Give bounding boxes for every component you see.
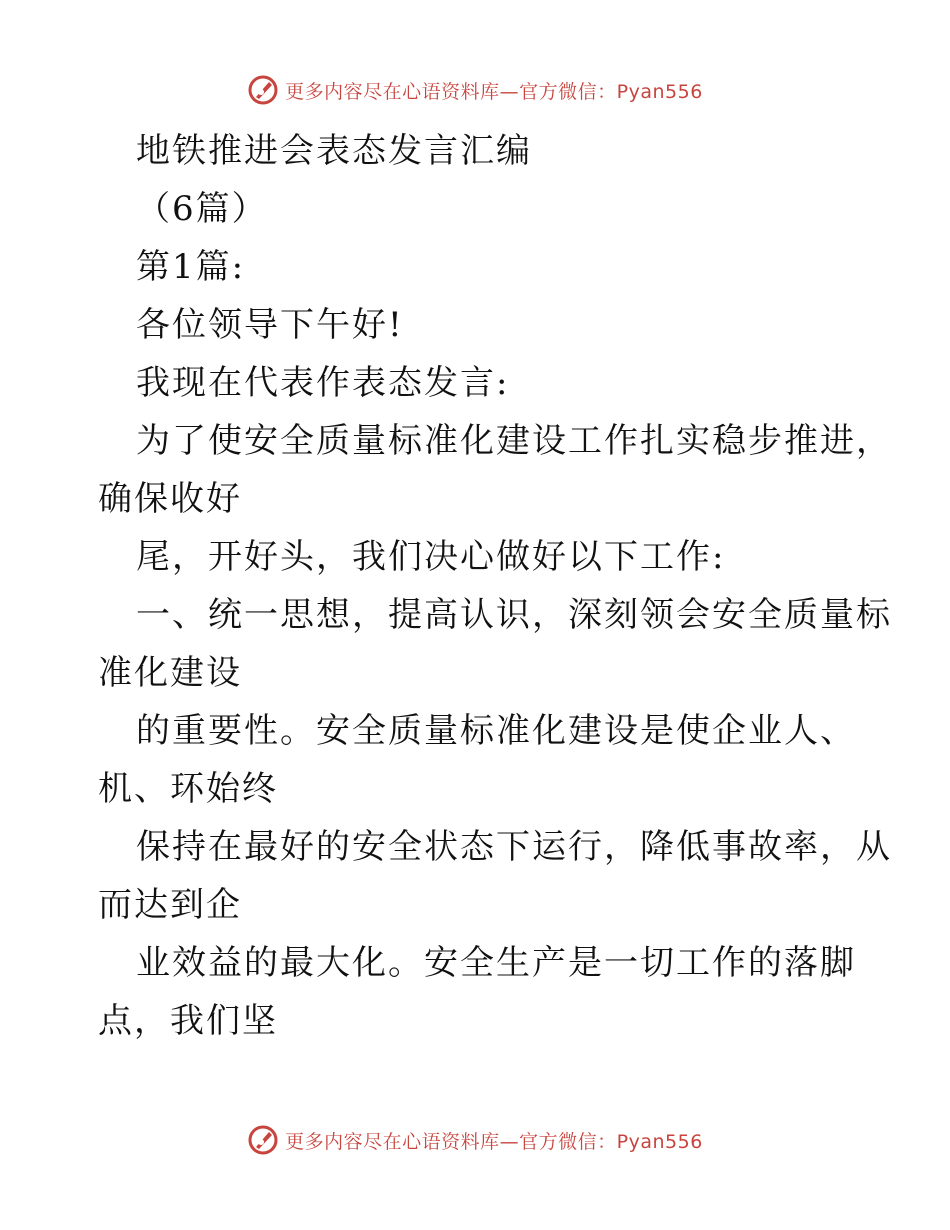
text-line: 第1篇: xyxy=(136,247,246,287)
document-title: 地铁推进会表态发言汇编 xyxy=(136,131,532,171)
text-line: 一、统一思想，提高认识，深刻领会安全质量标 xyxy=(136,595,892,635)
quill-seal-icon xyxy=(247,1124,279,1156)
text-line: 保持在最好的安全状态下运行，降低事故率，从 xyxy=(136,827,892,867)
footer-watermark xyxy=(0,1120,950,1160)
text-line: 确保收好 xyxy=(98,479,242,519)
text-line: 机、环始终 xyxy=(98,769,278,809)
quill-seal-icon xyxy=(247,74,279,106)
text-line: 的重要性。安全质量标准化建设是使企业人、 xyxy=(136,711,856,751)
watermark-text: 更多内容尽在心语资料库—官方微信：Pyan556 xyxy=(285,1130,703,1153)
text-line: 各位领导下午好! xyxy=(136,305,404,345)
text-line: 点，我们坚 xyxy=(98,1001,278,1041)
text-line: 业效益的最大化。安全生产是一切工作的落脚 xyxy=(136,943,856,983)
text-line: 准化建设 xyxy=(98,653,242,693)
text-line: 为了使安全质量标准化建设工作扎实稳步推进， xyxy=(136,421,892,461)
document-body xyxy=(98,122,892,1050)
watermark-text: 更多内容尽在心语资料库—官方微信：Pyan556 xyxy=(285,80,703,103)
text-line: 而达到企 xyxy=(98,885,242,925)
text-line: （6篇） xyxy=(136,189,268,229)
text-line: 我现在代表作表态发言: xyxy=(136,363,510,403)
header-watermark xyxy=(0,70,950,110)
text-line: 尾，开好头，我们决心做好以下工作: xyxy=(136,537,726,577)
